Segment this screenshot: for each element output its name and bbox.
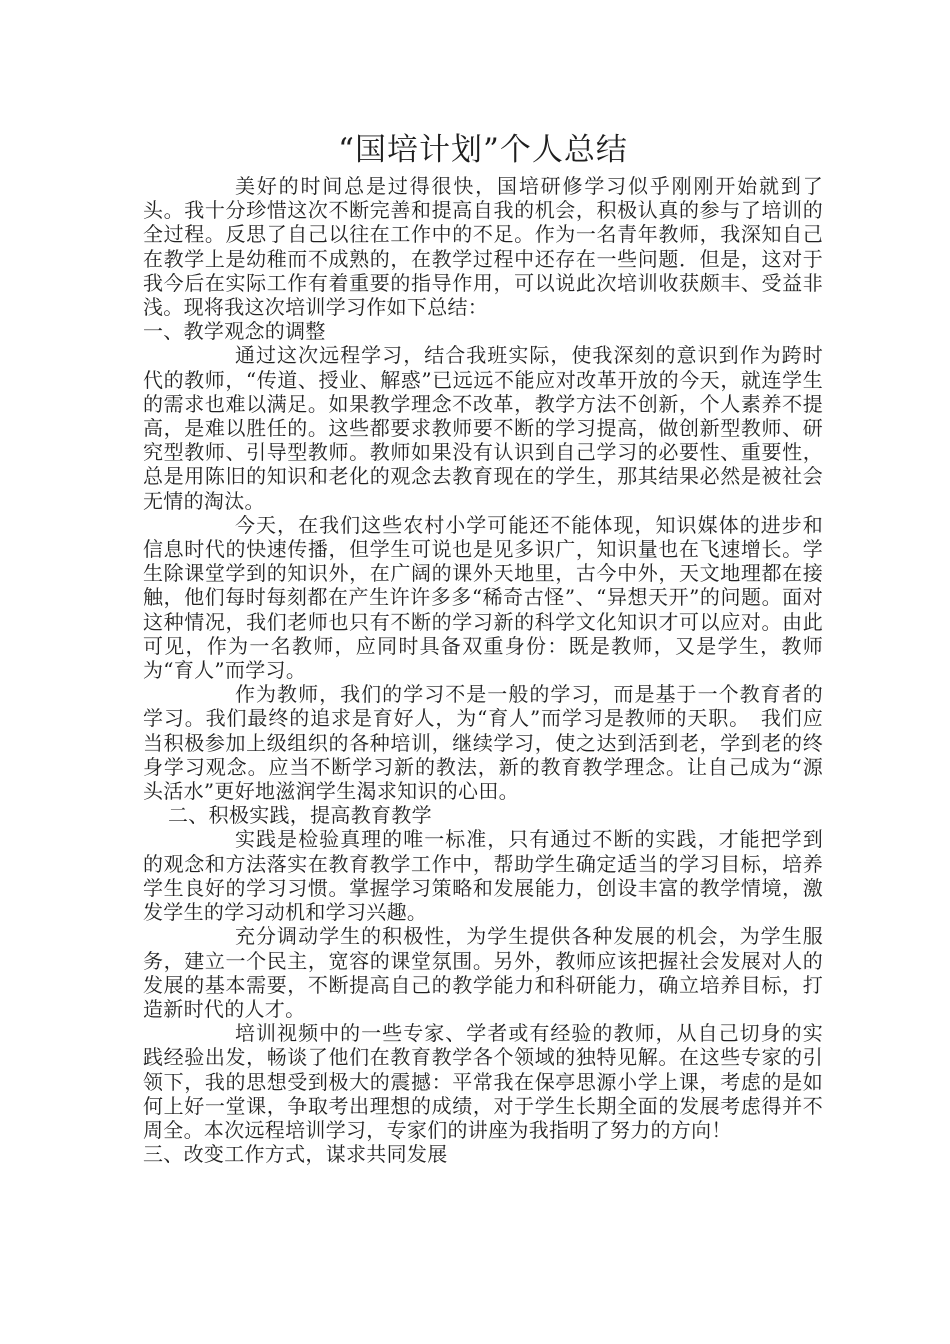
body-paragraph: 作为教师，我们的学习不是一般的学习，而是基于一个教育者的学习。我们最终的追求是育好人，为“育人”而学习是教师的天职。 我们应当积极参加上级组织的各种培训，继续学习，使之达到活到老，学到老的终身学习观念。应当不断学习新的教法，新的教育教学理念。让自己成为“源头活水”更好地滋润学生渴求知识的心田。 xyxy=(143,682,823,804)
intro-paragraph: 美好的时间总是过得很快，国培研修学习似乎刚刚开始就到了头。我十分珍惜这次不断完善和提高自我的机会，积极认真的参与了培训的全过程。反思了自己以往在工作中的不足。作为一名青年教师，我深知自己在教学上是幼稚而不成熟的，在教学过程中还存在一些问题．但是，这对于我今后在实际工作有着重要的指导作用，可以说此次培训收获颇丰、受益非浅。现将我这次培训学习作如下总结： xyxy=(143,174,823,320)
document-title: “国培计划”个人总结 xyxy=(338,132,628,168)
section-heading-1: 一、教学观念的调整 xyxy=(143,319,326,344)
body-paragraph: 今天，在我们这些农村小学可能还不能体现，知识媒体的进步和信息时代的快速传播，但学生可说也是见多识广，知识量也在飞速增长。学生除课堂学到的知识外，在广阔的课外天地里，古今中外，天文地理都在接触，他们每时每刻都在产生许许多多“稀奇古怪”、“异想天开”的问题。面对这种情况，我们老师也只有不断的学习新的科学文化知识才可以应对。由此可见，作为一名教师，应同时具备双重身份：既是教师，又是学生，教师为“育人”而学习。 xyxy=(143,512,823,683)
section-heading-3: 三、改变工作方式，谋求共同发展 xyxy=(143,1142,448,1167)
document-page xyxy=(143,128,823,1166)
body-paragraph: 通过这次远程学习，结合我班实际，使我深刻的意识到作为跨时代的教师，“传道、授业、解惑”已远远不能应对改革开放的今天，就连学生的需求也难以满足。如果教学理念不改革，教学方法不创新，个人素养不提高，是难以胜任的。这些都要求教师要不断的学习提高，做创新型教师、研究型教师、引导型教师。教师如果没有认识到自己学习的必要性、重要性，总是用陈旧的知识和老化的观念去教育现在的学生，那其结果必然是被社会无情的淘汰。 xyxy=(143,343,823,513)
body-paragraph: 培训视频中的一些专家、学者或有经验的教师，从自己切身的实践经验出发，畅谈了他们在教育教学各个领域的独特见解。在这些专家的引领下，我的思想受到极大的震撼：平常我在保亭思源小学上课，考虑的是如何上好一堂课，争取考出理想的成绩，对于学生长期全面的发展考虑得并不周全。本次远程培训学习，专家们的讲座为我指明了努力的方向！ xyxy=(143,1021,823,1142)
body-paragraph: 充分调动学生的积极性，为学生提供各种发展的机会，为学生服务，建立一个民主，宽容的课堂氛围。另外，教师应该把握社会发展对人的发展的基本需要，不断提高自己的教学能力和科研能力，确立培养目标，打造新时代的人才。 xyxy=(143,924,823,1021)
section-heading-2: 二、积极实践，提高教育教学 xyxy=(168,803,432,828)
body-paragraph: 实践是检验真理的唯一标准，只有通过不断的实践，才能把学到的观念和方法落实在教育教学工作中，帮助学生确定适当的学习目标，培养学生良好的学习习惯。掌握学习策略和发展能力，创设丰富的教学情境，激发学生的学习动机和学习兴趣。 xyxy=(143,827,823,925)
